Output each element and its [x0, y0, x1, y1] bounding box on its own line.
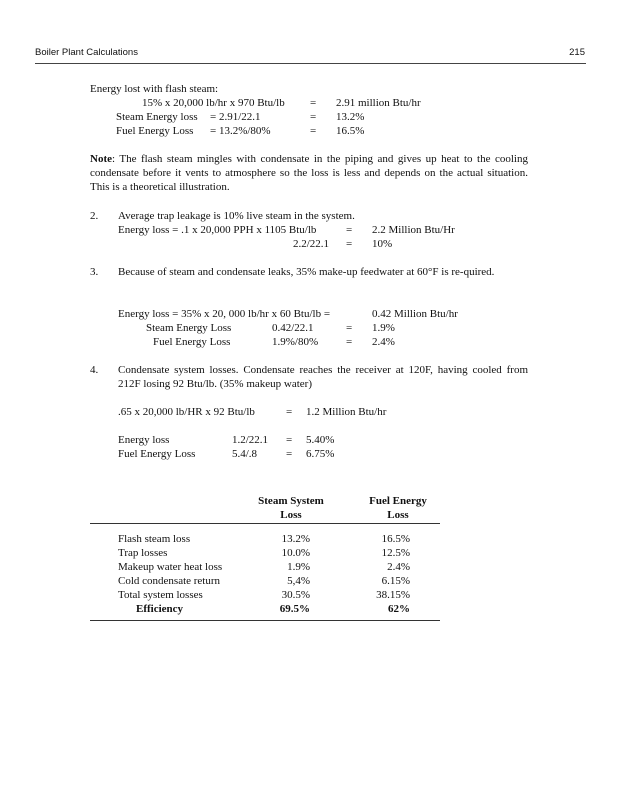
item2-number: 2.	[90, 210, 99, 222]
row-c2-cold: 6.15%	[381, 575, 410, 587]
item4-expr-2: 1.2/22.1	[232, 434, 269, 446]
item4-eq-3: =	[286, 448, 293, 460]
row-c1-total: 30.5%	[281, 589, 310, 601]
item2-expr-1: Energy loss = .1 x 20,000 PPH x 1105 Btu/lb	[118, 224, 317, 236]
row-label-efficiency: Efficiency	[136, 603, 184, 615]
item3-expr-3: 1.9%/80%	[272, 336, 319, 348]
page-number: 215	[569, 47, 585, 58]
flash-val-1: 2.91 million Btu/hr	[336, 97, 421, 109]
item3-expr-2: 0.42/22.1	[272, 322, 314, 334]
item4-val-2: 5.40%	[306, 434, 335, 446]
item4-expr-3: 5.4/.8	[232, 448, 258, 460]
table-bottom-rule	[90, 620, 440, 621]
item3-expr-1: Energy loss = 35% x 20, 000 lb/hr x 60 Btu/lb =	[118, 308, 331, 320]
row-label-cold: Cold condensate return	[118, 575, 221, 587]
item3-label-2: Steam Energy Loss	[146, 322, 232, 334]
item3-label-3: Fuel Energy Loss	[153, 336, 231, 348]
item4-val-1: 1.2 Million Btu/hr	[306, 406, 387, 418]
row-c2-total: 38.15%	[376, 589, 410, 601]
flash-heading: Energy lost with flash steam:	[90, 83, 219, 95]
item4-label-2: Energy loss	[118, 434, 170, 446]
item3-eq-3: =	[346, 336, 353, 348]
row-c1-efficiency: 69.5%	[279, 603, 310, 615]
flash-label-3: Fuel Energy Loss	[116, 125, 194, 137]
flash-eq-3: =	[310, 125, 317, 137]
flash-expr-1: 15% x 20,000 lb/hr x 970 Btu/lb	[142, 97, 285, 109]
item3-val-2: 1.9%	[372, 322, 395, 334]
item2-text: Average trap leakage is 10% live steam in the system.	[118, 210, 355, 222]
item4-label-3: Fuel Energy Loss	[118, 448, 196, 460]
page-header	[35, 47, 585, 61]
item4-eq-2: =	[286, 434, 293, 446]
item4-number: 4.	[90, 364, 99, 376]
item3-number: 3.	[90, 266, 99, 278]
flash-eq-2: =	[310, 111, 317, 123]
item2-val-1: 2.2 Million Btu/Hr	[372, 224, 455, 236]
row-label-makeup: Makeup water heat loss	[118, 561, 223, 573]
item3-val-3: 2.4%	[372, 336, 395, 348]
row-c2-trap: 12.5%	[381, 547, 410, 559]
col2-header-line2: Loss	[387, 509, 409, 521]
item2-eq-2: =	[346, 238, 353, 250]
row-label-flash: Flash steam loss	[118, 533, 191, 545]
item4-expr-1: .65 x 20,000 lb/HR x 92 Btu/lb	[118, 406, 255, 418]
table-top-rule	[90, 523, 440, 524]
flash-expr-2: = 2.91/22.1	[210, 111, 261, 123]
note-text: : The flash steam mingles with condensate in the piping and gives up heat to the cooling condensate before it vents to atmosphere so the loss is less and depends on the actual situation. This is a theoretical illustration.	[90, 153, 528, 193]
row-c1-trap: 10.0%	[281, 547, 310, 559]
item4-text: Condensate system losses. Condensate reaches the receiver at 120F, having cooled from 212F losing 92 Btu/lb. (35% makeup water)	[118, 364, 528, 390]
note-label: Note	[90, 153, 112, 165]
flash-val-3: 16.5%	[336, 125, 365, 137]
flash-val-2: 13.2%	[336, 111, 365, 123]
row-c1-flash: 13.2%	[281, 533, 310, 545]
item2-eq-1: =	[346, 224, 353, 236]
item3-eq-2: =	[346, 322, 353, 334]
item4-val-3: 6.75%	[306, 448, 335, 460]
note-paragraph	[90, 152, 528, 194]
running-title: Boiler Plant Calculations	[35, 47, 138, 58]
row-c2-flash: 16.5%	[381, 533, 410, 545]
col2-header-line1: Fuel Energy	[369, 495, 427, 507]
row-label-total: Total system losses	[118, 589, 203, 601]
item3-val-1: 0.42 Million Btu/hr	[372, 308, 458, 320]
row-c2-efficiency: 62%	[388, 603, 410, 615]
row-c1-cold: 5,4%	[287, 575, 310, 587]
row-c2-makeup: 2.4%	[387, 561, 410, 573]
flash-eq-1: =	[310, 97, 317, 109]
item2-expr-2: 2.2/22.1	[293, 238, 330, 250]
header-rule	[35, 63, 586, 64]
item3-text: Because of steam and condensate leaks, 35% make-up feedwater at 60°F is re-quired.	[118, 266, 495, 278]
col1-header-line2: Loss	[280, 509, 302, 521]
row-c1-makeup: 1.9%	[287, 561, 310, 573]
item4-eq-1: =	[286, 406, 293, 418]
flash-label-2: Steam Energy loss	[116, 111, 198, 123]
col1-header-line1: Steam System	[258, 495, 324, 507]
row-label-trap: Trap losses	[118, 547, 168, 559]
item2-val-2: 10%	[372, 238, 393, 250]
flash-expr-3: = 13.2%/80%	[210, 125, 271, 137]
